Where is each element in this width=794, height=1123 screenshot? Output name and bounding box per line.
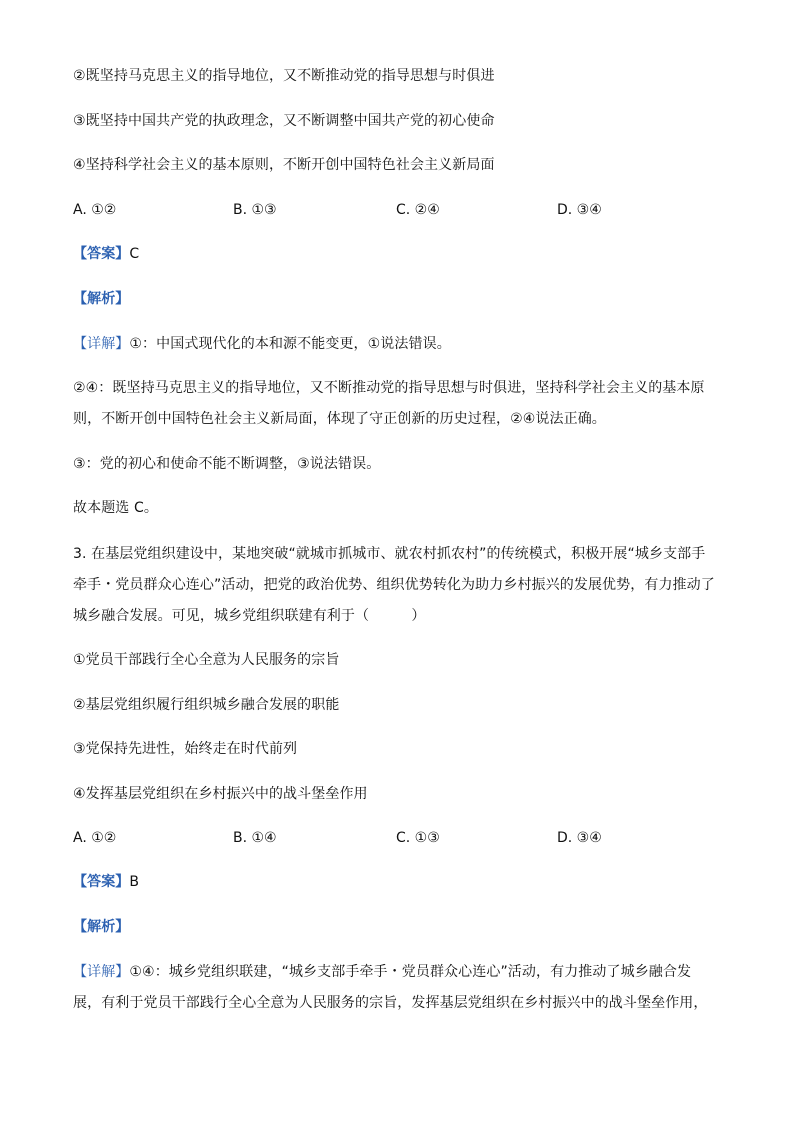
- q3-stem-3: 城乡融合发展。可见，城乡党组织联建有利于（ ）: [73, 608, 426, 624]
- q2-item-3: ③既坚持中国共产党的执政理念，又不断调整中国共产党的初心使命: [73, 113, 495, 129]
- q3-stem-2: 牵手・党员群众心连心”活动，把党的政治优势、组织优势转化为助力乡村振兴的发展优势，有力推动了: [73, 577, 715, 593]
- q3-option-a: A. ①②: [73, 830, 117, 846]
- q2-detail-1: [73, 334, 451, 354]
- q3-answer-value: B: [129, 874, 140, 890]
- q2-option-c: C. ②④: [396, 202, 440, 218]
- q3-analysis-heading: [73, 917, 129, 937]
- q3-detail-1: [73, 962, 691, 982]
- q2-answer-value: C: [129, 246, 140, 262]
- q2-detail-tag: 【详解】: [73, 336, 130, 352]
- q2-analysis-tag: 【解析】: [73, 291, 130, 307]
- q2-answer: [73, 244, 139, 264]
- q3-option-c: C. ①③: [396, 830, 440, 846]
- q3-detail-tag: 【详解】: [73, 964, 130, 980]
- q2-item-2: ②既坚持马克思主义的指导地位，又不断推动党的指导思想与时俱进: [73, 68, 495, 84]
- q3-analysis-tag: 【解析】: [73, 919, 130, 935]
- q2-analysis-heading: [73, 289, 129, 309]
- q3-item-2: ②基层党组织履行组织城乡融合发展的职能: [73, 697, 340, 713]
- q3-stem-1: 3. 在基层党组织建设中，某地突破“就城市抓城市、就农村抓农村”的传统模式，积极开展“城乡支部手: [73, 546, 706, 562]
- q2-item-4: ④坚持科学社会主义的基本原则，不断开创中国特色社会主义新局面: [73, 157, 495, 173]
- q2-detail-1-text: ①：中国式现代化的本和源不能变更，①说法错误。: [129, 336, 451, 352]
- q2-answer-tag: 【答案】: [73, 246, 130, 262]
- q3-answer: [73, 872, 139, 892]
- q2-detail-2a: ②④：既坚持马克思主义的指导地位，又不断推动党的指导思想与时俱进，坚持科学社会主义的基本原: [73, 380, 705, 396]
- q3-detail-1-text: ①④：城乡党组织联建，“城乡支部手牵手・党员群众心连心”活动，有力推动了城乡融合发: [129, 964, 692, 980]
- q2-option-d: D. ③④: [557, 202, 602, 218]
- q2-option-b: B. ①③: [233, 202, 277, 218]
- q3-option-b: B. ①④: [233, 830, 277, 846]
- q3-item-4: ④发挥基层党组织在乡村振兴中的战斗堡垒作用: [73, 786, 368, 802]
- q2-detail-2b: 则，不断开创中国特色社会主义新局面，体现了守正创新的历史过程，②④说法正确。: [73, 411, 606, 427]
- q3-answer-tag: 【答案】: [73, 874, 130, 890]
- q3-item-3: ③党保持先进性，始终走在时代前列: [73, 741, 298, 757]
- q3-item-1: ①党员干部践行全心全意为人民服务的宗旨: [73, 652, 340, 668]
- q3-option-d: D. ③④: [557, 830, 602, 846]
- q2-option-a: A. ①②: [73, 202, 117, 218]
- q2-conclusion: 故本题选 C。: [73, 500, 158, 516]
- q2-detail-3: ③：党的初心和使命不能不断调整，③说法错误。: [73, 456, 381, 472]
- q3-detail-2: 展，有利于党员干部践行全心全意为人民服务的宗旨，发挥基层党组织在乡村振兴中的战斗堡垒作用，: [73, 995, 708, 1011]
